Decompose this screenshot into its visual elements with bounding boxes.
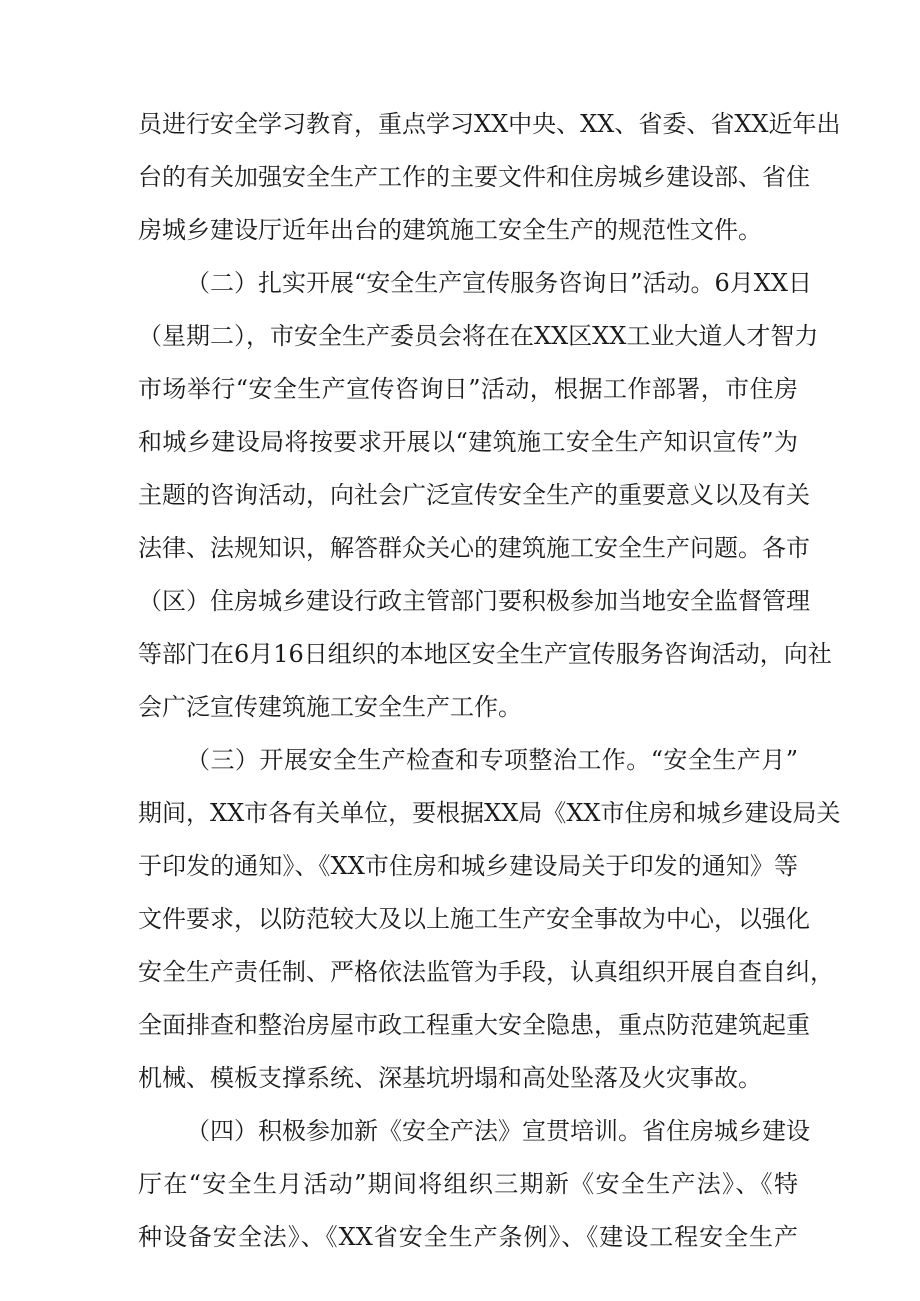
text-line: 台的有关加强安全生产工作的主要文件和住房城乡建设部、省住 bbox=[138, 163, 810, 191]
text-line: （星期二），市安全生产委员会将在在XX区XX工业大道人才智力 bbox=[138, 322, 819, 350]
text-line: 主题的咨询活动，向社会广泛宣传安全生产的重要意义以及有关 bbox=[138, 481, 810, 509]
text-line: 等部门在6月16日组织的本地区安全生产宣传服务咨询活动，向社 bbox=[138, 640, 832, 668]
text-line: 期间，XX市各有关单位，要根据XX局《XX市住房和城乡建设局关 bbox=[138, 799, 841, 827]
text-line: 厅在“安全生月活动”期间将组织三期新《安全生产法》、《特 bbox=[138, 1170, 798, 1198]
text-line: 市场举行“安全生产宣传咨询日”活动，根据工作部署，市住房 bbox=[138, 375, 798, 403]
text-line: 法律、法规知识，解答群众关心的建筑施工安全生产问题。各市 bbox=[138, 534, 810, 562]
text-line: 文件要求，以防范较大及以上施工生产安全事故为中心，以强化 bbox=[138, 905, 810, 933]
text-line: 安全生产责任制、严格依法监管为手段，认真组织开展自查自纠， bbox=[138, 958, 834, 986]
text-line: 全面排查和整治房屋市政工程重大安全隐患，重点防范建筑起重 bbox=[138, 1011, 810, 1039]
text-line: 机械、模板支撑系统、深基坑坍塌和高处坠落及火灾事故。 bbox=[138, 1064, 762, 1092]
text-line: 和城乡建设局将按要求开展以“建筑施工安全生产知识宣传”为 bbox=[138, 428, 798, 456]
text-line: 种设备安全法》、《XX省安全生产条例》、《建设工程安全生产 bbox=[138, 1223, 798, 1251]
text-line: 会广泛宣传建筑施工安全生产工作。 bbox=[138, 693, 522, 721]
paragraph-heading-3: （三）开展安全生产检查和专项整治工作。“安全生产月” bbox=[186, 746, 798, 774]
text-line: 员进行安全学习教育，重点学习XX中央、XX、省委、省XX近年出 bbox=[138, 110, 841, 138]
paragraph-heading-2: （二）扎实开展“安全生产宣传服务咨询日”活动。6月XX日 bbox=[186, 269, 812, 297]
text-line: 于印发的通知》、《XX市住房和城乡建设局关于印发的通知》等 bbox=[138, 852, 798, 880]
text-line: 房城乡建设厅近年出台的建筑施工安全生产的规范性文件。 bbox=[138, 216, 762, 244]
text-line: （区）住房城乡建设行政主管部门要积极参加当地安全监督管理 bbox=[138, 587, 810, 615]
paragraph-heading-4: （四）积极参加新《安全产法》宣贯培训。省住房城乡建设 bbox=[186, 1117, 810, 1145]
